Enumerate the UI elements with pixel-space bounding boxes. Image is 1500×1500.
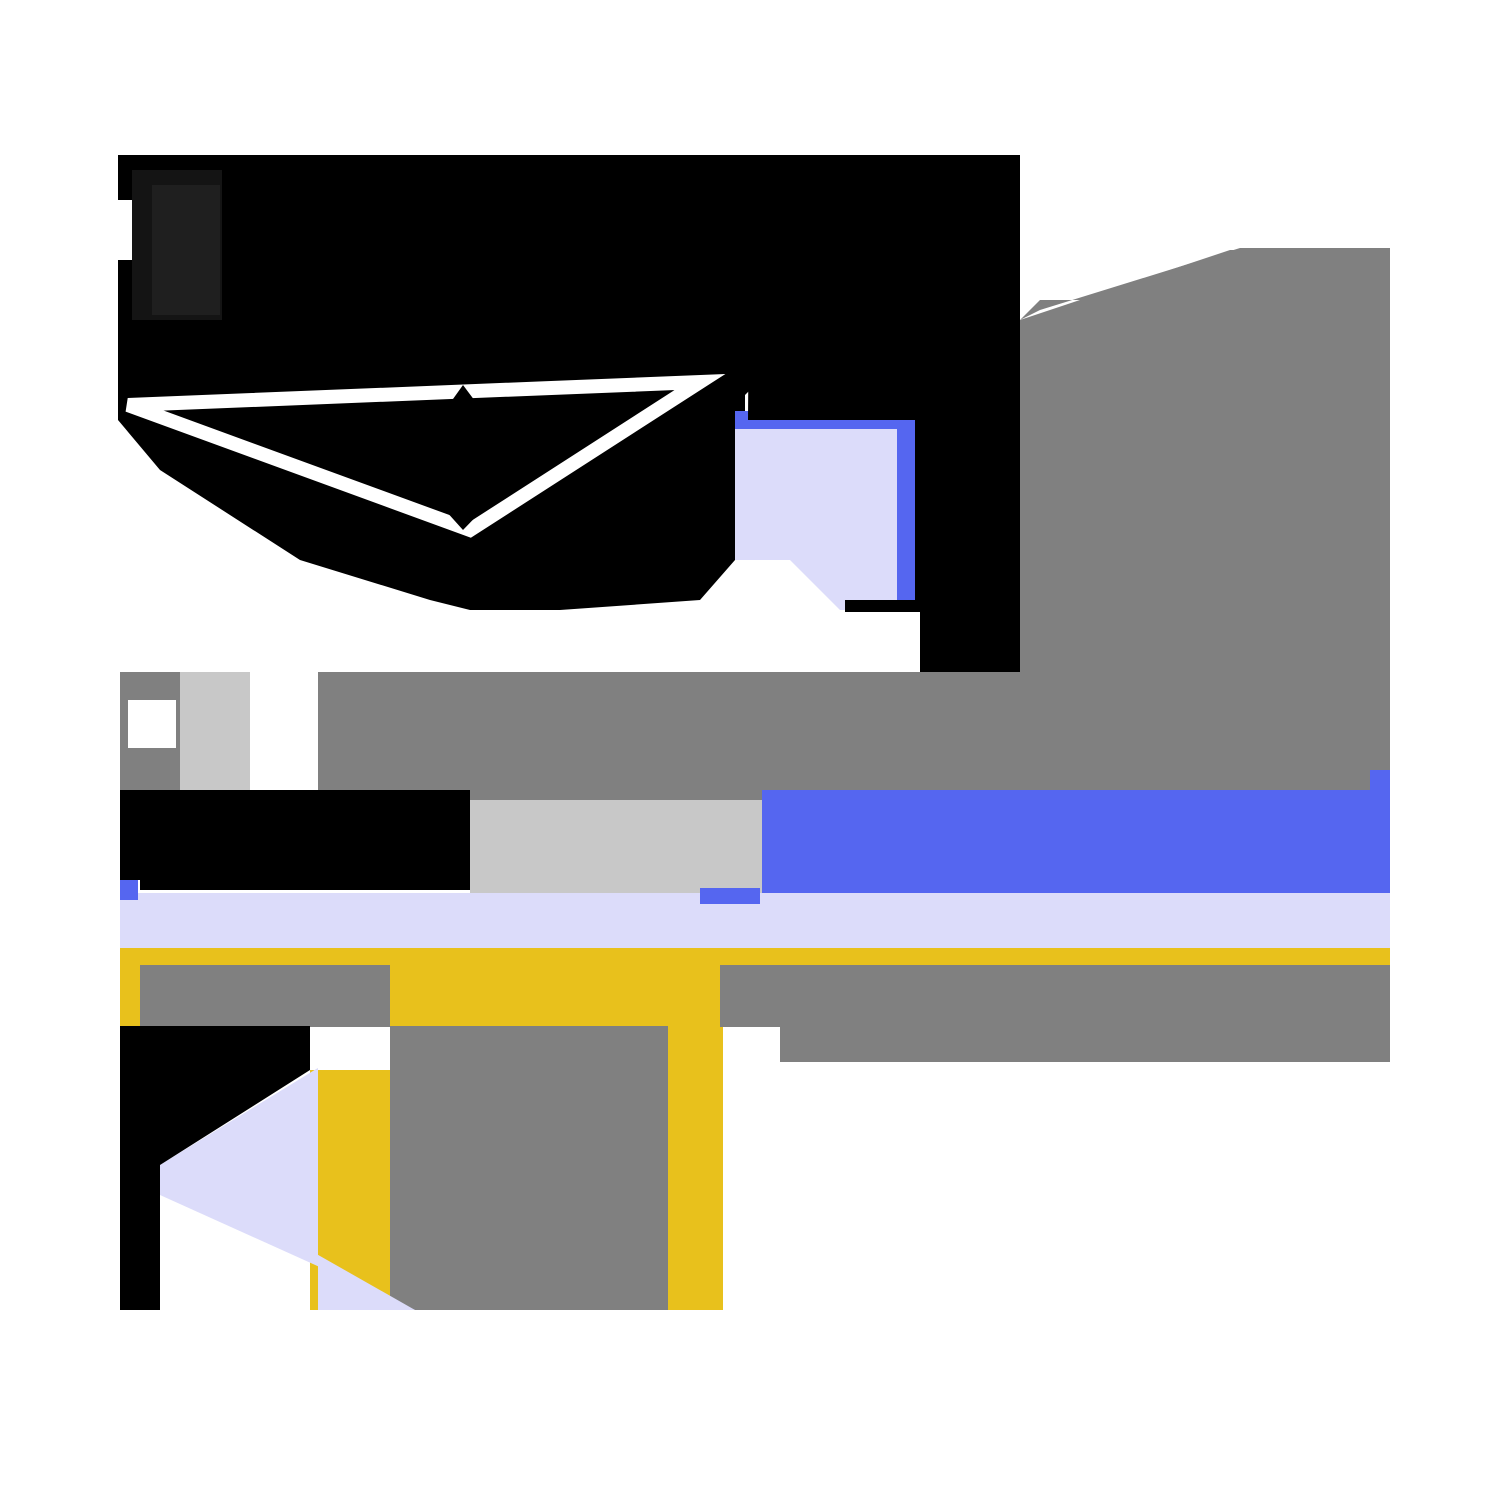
- gold-vertical-bar: [665, 948, 723, 1310]
- pale-blue-box-fill: [735, 420, 915, 610]
- light-gray-block: [180, 672, 250, 790]
- white-square-notch: [128, 700, 176, 748]
- light-gray-mid-block: [470, 800, 762, 896]
- blue-outlined-box: [735, 420, 915, 610]
- gray-horizontal-band: [120, 672, 1390, 800]
